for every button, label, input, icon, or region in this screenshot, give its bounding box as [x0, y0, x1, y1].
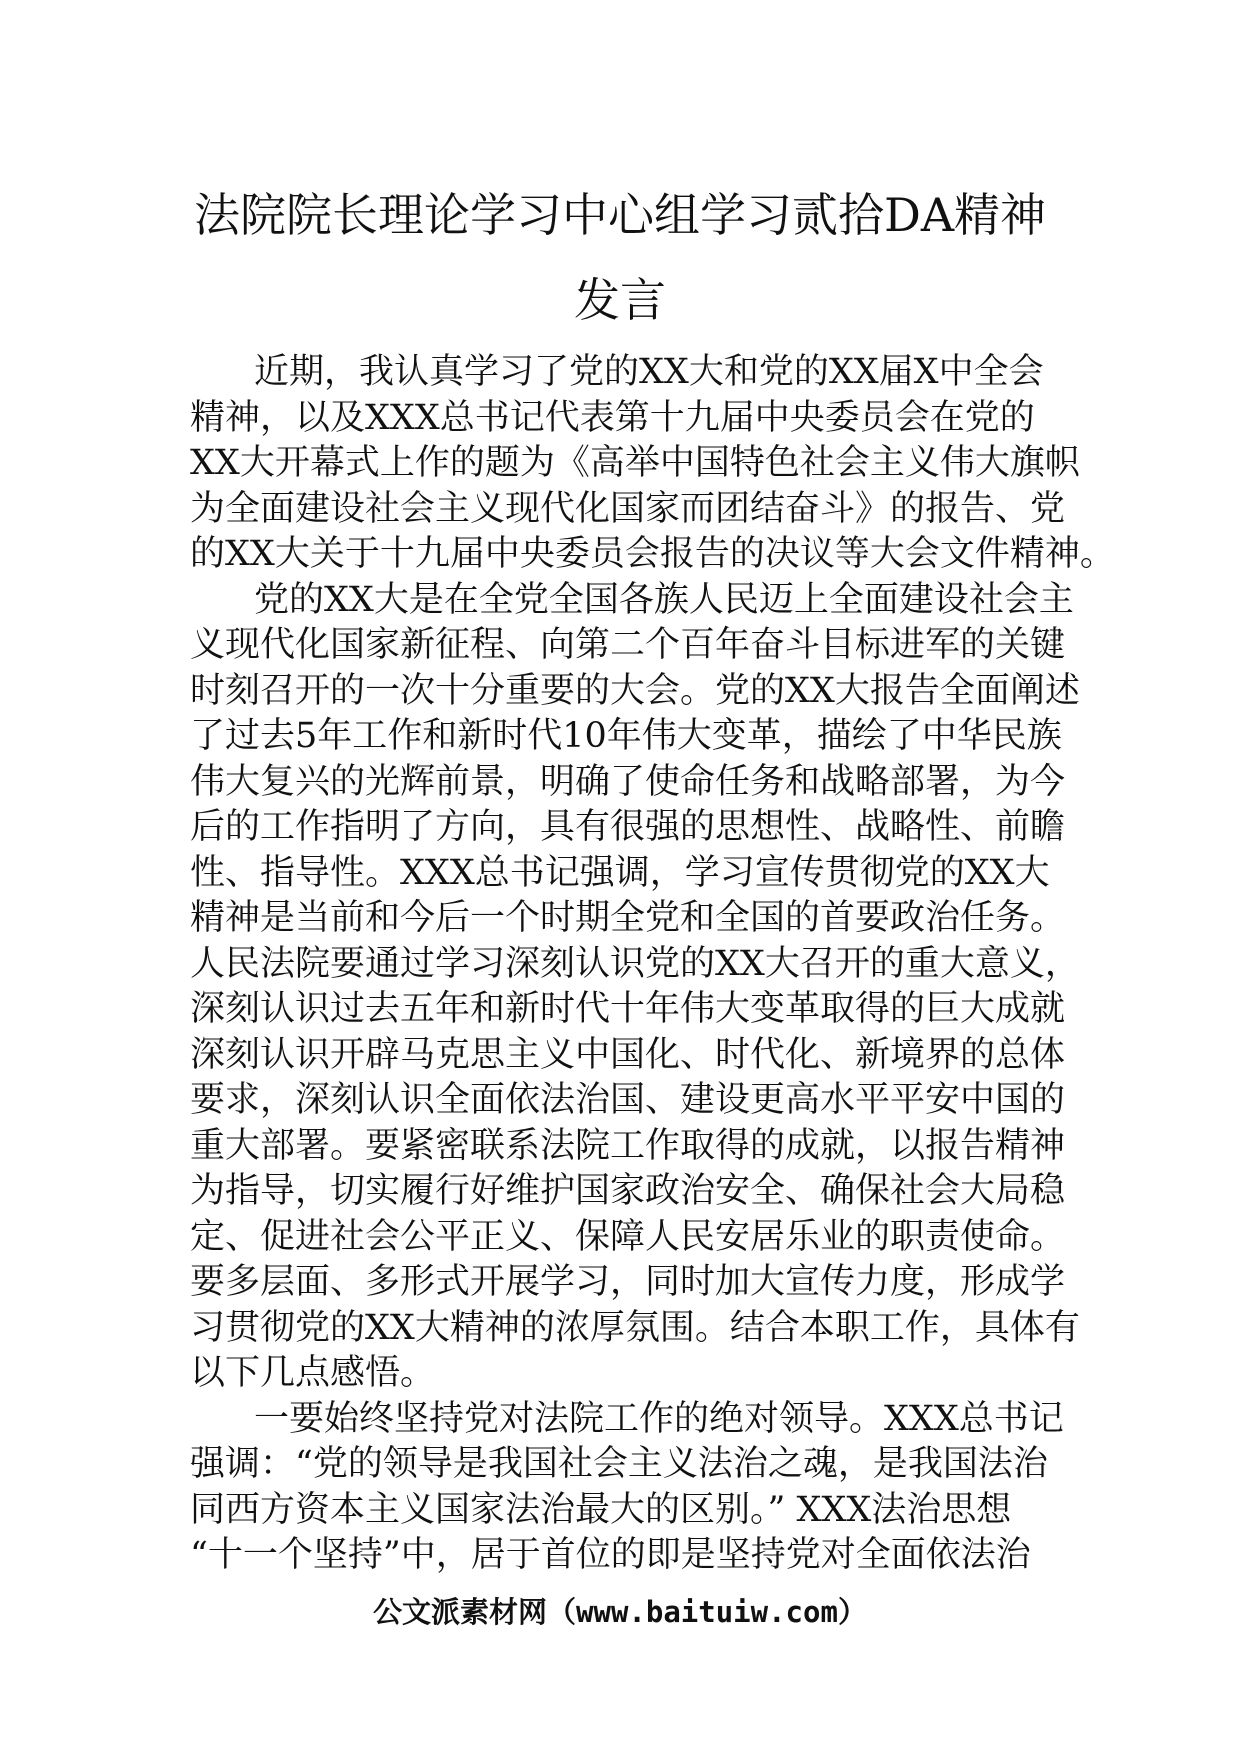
body-line: 要多层面、多形式开展学习，同时加大宣传力度，形成学	[190, 1262, 1066, 1302]
body-line: 人民法院要通过学习深刻认识党的XX大召开的重大意义，	[190, 943, 1080, 984]
body-line: 以下几点感悟。	[190, 1353, 436, 1393]
document-body	[190, 350, 1115, 1579]
body-line: 深刻认识过去五年和新时代十年伟大变革取得的巨大成就	[190, 989, 1066, 1029]
body-line: 强调：“党的领导是我国社会主义法治之魂，是我国法治	[190, 1444, 1048, 1484]
body-line: 同西方资本主义国家法治最大的区别。” XXX法治思想	[190, 1489, 1012, 1530]
body-line: 党的XX大是在全党全国各族人民迈上全面建设社会主	[254, 579, 1074, 620]
body-line: 习贯彻党的XX大精神的浓厚氛围。结合本职工作，具体有	[190, 1307, 1080, 1348]
body-line: 重大部署。要紧密联系法院工作取得的成就，以报告精神	[190, 1125, 1066, 1166]
body-line: 义现代化国家新征程、向第二个百年奋斗目标进军的关键	[190, 625, 1066, 665]
body-line: 精神，以及XXX总书记代表第十九届中央委员会在党的	[190, 397, 1035, 438]
body-line: 一要始终坚持党对法院工作的绝对领导。XXX总书记	[254, 1398, 1064, 1439]
body-line: 深刻认识开辟马克思主义中国化、时代化、新境界的总体	[190, 1034, 1066, 1075]
body-line: 后的工作指明了方向，具有很强的思想性、战略性、前瞻	[190, 807, 1066, 847]
body-line: 的XX大关于十九届中央委员会报告的决议等大会文件精神。	[190, 534, 1115, 574]
body-line: 为全面建设社会主义现代化国家而团结奋斗》的报告、党	[190, 488, 1066, 529]
footer-source-text: 公文派素材网（www.baituiw.com）	[373, 1595, 867, 1629]
body-line: 精神是当前和今后一个时期全党和全国的首要政治任务。	[190, 898, 1066, 938]
body-line: 为指导，切实履行好维护国家政治安全、确保社会大局稳	[190, 1171, 1066, 1211]
body-line: “十一个坚持”中，居于首位的即是坚持党对全面依法治	[190, 1535, 1031, 1575]
body-line: 要求，深刻认识全面依法治国、建设更高水平平安中国的	[190, 1080, 1066, 1120]
body-line: 性、指导性。XXX总书记强调，学习宣传贯彻党的XX大	[190, 852, 1050, 893]
title-line-2: 发言	[574, 273, 666, 327]
body-line: 了过去5年工作和新时代10年伟大变革，描绘了中华民族	[190, 716, 1062, 756]
body-line: 伟大复兴的光辉前景，明确了使命任务和战略部署，为今	[190, 761, 1066, 802]
title-line-1: 法院院长理论学习中心组学习贰拾DA精神	[193, 188, 1047, 242]
body-line: 近期，我认真学习了党的XX大和党的XX届X中全会	[254, 352, 1044, 392]
body-line: 定、促进社会公平正义、保障人民安居乐业的职责使命。	[190, 1216, 1066, 1257]
body-line: 时刻召开的一次十分重要的大会。党的XX大报告全面阐述	[190, 670, 1080, 711]
body-line: XX大开幕式上作的题为《高举中国特色社会主义伟大旗帜	[190, 443, 1080, 483]
